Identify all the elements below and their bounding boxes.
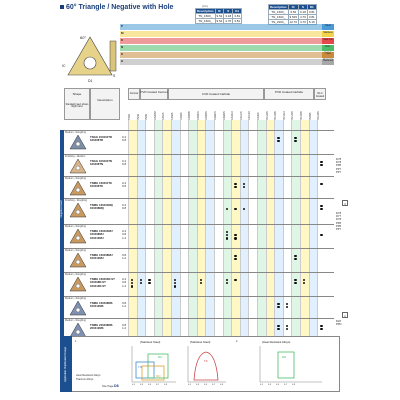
corner-radius: 0.8 1.2 <box>122 253 126 261</box>
grade-column-pv30: PV30 <box>136 114 140 120</box>
grade-column-ca320: CA320 <box>257 112 260 120</box>
pvd-cermet-header: PVD Coated Cermet <box>140 90 168 94</box>
material-code: S <box>121 52 124 56</box>
row-application: Medium - Roughing <box>65 318 86 322</box>
region-label-mq: MQ <box>156 374 161 378</box>
table-row <box>64 318 334 319</box>
dim-cell: 3.81 <box>308 15 315 19</box>
availability-dot <box>234 279 236 281</box>
availability-dot <box>320 325 322 327</box>
insert-description: TNMG 220408MS 220412MS <box>90 323 113 331</box>
insert-description: TNMG 160408MS 160412MS <box>90 301 113 309</box>
table-row <box>64 296 334 297</box>
dim-cell: 9.52 <box>288 10 299 15</box>
dim-cell: 3.81 <box>234 14 241 18</box>
dim-header: Description <box>270 5 287 9</box>
availability-dot <box>320 161 322 163</box>
title-marker <box>60 5 64 9</box>
table-row <box>64 272 334 273</box>
region-tk <box>194 352 218 380</box>
availability-dot <box>320 234 322 236</box>
dim-header: Description <box>197 9 214 13</box>
tab-badge-1[interactable]: 1 <box>342 312 348 318</box>
availability-dot <box>294 279 296 281</box>
row-application: Medium - Roughing <box>65 176 86 180</box>
grade-column-pr1535: PR1535 <box>300 111 303 120</box>
material-band-m <box>120 31 333 37</box>
row-application: Finishing - Roughing <box>65 198 87 202</box>
availability-dot <box>243 183 245 185</box>
sidebar-label: Negative Insert <box>60 200 63 218</box>
axis-tick-label: 0.5 <box>148 384 152 386</box>
insert-description: TNMG 160408MU 160412MU <box>90 253 113 261</box>
availability-dot <box>277 137 279 139</box>
material-band-h <box>120 59 333 65</box>
dimension-table-left <box>195 8 242 24</box>
material-code: H <box>121 59 124 63</box>
material-tag: Hardened <box>322 59 334 65</box>
grade-column-ca5525: CA5525 <box>205 111 209 120</box>
chart1-title: (Stainless Steel) <box>140 340 161 344</box>
material-band-n <box>120 45 333 51</box>
availability-dot <box>320 164 322 166</box>
dim-header: D1 <box>233 9 242 14</box>
grade-column-pr1310: PR1310 <box>282 111 286 120</box>
chipbreaker-list-3: DH7 PPN <box>336 320 342 327</box>
axis-tick-label: 0.3 <box>196 384 200 386</box>
axis-tick-label: 0.3 <box>140 384 144 386</box>
grade-column-ca5515: CA5515 <box>196 111 200 120</box>
material-band-p <box>120 24 333 30</box>
cermet-header: Cermet <box>129 92 139 95</box>
grade-column-pr1425: PR1425 <box>291 111 295 120</box>
insert-thumbnail <box>68 157 88 175</box>
availability-dot <box>226 237 228 239</box>
chart2-title: (Stainless Steel) <box>190 340 211 344</box>
angle-label: 60° <box>80 35 87 40</box>
region-label-tk: TK <box>204 359 208 363</box>
dim-header: IC <box>288 5 299 10</box>
range-chart-1 <box>128 344 178 386</box>
availability-dot <box>234 234 236 236</box>
see-page-ref[interactable]: D8 <box>114 384 119 388</box>
d1-label: D1 <box>88 79 93 83</box>
axis-tick-label: 0.9 <box>292 384 296 386</box>
see-page-label: See Page <box>102 385 114 388</box>
insert-description: TNGG 160404TR 160408TR <box>90 135 112 143</box>
description-header: Description <box>97 98 113 102</box>
chipbreaker-range-label: Applicable Chipbreaker Range <box>64 346 67 382</box>
insert-thumbnail <box>68 179 88 197</box>
grade-column-ca530: CA530 <box>179 112 183 120</box>
corner-radius: 0.4 0.8 <box>122 135 126 143</box>
axis-tick-label: 0.1 <box>260 384 264 386</box>
dim-cell: TN_1604_ <box>269 15 289 20</box>
row-application: Medium - Roughing <box>65 248 86 252</box>
dim-cell: 3.81 <box>308 10 315 14</box>
dim-cell: TN_1603_ <box>196 14 216 19</box>
dimension-table-right <box>268 4 317 25</box>
dim-cell: 4.76 <box>300 15 306 19</box>
availability-dot <box>148 282 150 284</box>
region-label-tn: TN <box>138 365 142 369</box>
insert-thumbnail <box>68 251 88 269</box>
availability-dot <box>234 183 236 185</box>
row-application: Medium - Roughing <box>65 296 86 300</box>
grade-column-ca4120: CA4120 <box>248 111 252 120</box>
insert-description: TNGG 160404TN 160408TN <box>90 159 112 167</box>
row-application: Finishing - Medium <box>65 154 86 158</box>
axis-tick-label: 0.1 <box>188 384 192 386</box>
shape-header: Shape <box>72 92 82 96</box>
range-chart-3 <box>256 344 326 386</box>
row-application: Medium - Roughing <box>65 224 86 228</box>
availability-dot <box>234 258 236 260</box>
material-code: P <box>121 24 124 28</box>
dim-cell: 9.525 <box>289 15 298 19</box>
dim-cell: 3.81 <box>234 19 241 23</box>
grade-column-ca4115: CA4115 <box>239 111 243 120</box>
availability-dot <box>294 137 296 139</box>
region-label-ms: MS <box>282 355 287 359</box>
dim-cell: 4.76 <box>225 19 232 23</box>
corner-radius: 0.4 0.8 <box>122 159 126 167</box>
axis-tick-label: 0.7 <box>284 384 288 386</box>
dim-cell: 5.16 <box>308 20 315 24</box>
grade-column-pv90: PV90 <box>145 114 149 120</box>
insert-description: TNMG 160404TK 160408TK <box>90 181 113 189</box>
availability-dot <box>140 279 142 281</box>
insert-thumbnail <box>68 227 88 245</box>
table-row <box>64 248 334 249</box>
corner-radius: 0.8 1.2 <box>122 323 126 331</box>
availability-dot <box>234 255 236 257</box>
availability-dot <box>320 208 322 210</box>
triangle-insert-shape <box>68 37 112 75</box>
chipbreaker-list-2: DY8 DY7 DY8 PP8 PP8 PP7 <box>336 212 342 232</box>
insert-thumbnail <box>68 299 88 317</box>
availability-dot <box>320 205 322 207</box>
availability-dot <box>277 303 279 305</box>
table-row <box>64 130 334 131</box>
availability-dot <box>320 328 322 330</box>
availability-dot <box>277 328 279 330</box>
material-tag: Non- <box>322 45 334 51</box>
description-header-box <box>90 88 120 120</box>
chart3-title: (Heat Resistant Alloys) <box>262 340 291 344</box>
grade-column-ca515: CA515 <box>162 112 166 120</box>
insert-thumbnail <box>68 275 88 293</box>
dim-header: S <box>224 9 233 14</box>
availability-dot <box>234 186 236 188</box>
grade-column-ca525: CA525 <box>171 112 174 120</box>
dim-cell: 9.52 <box>216 14 223 18</box>
material-tag: Cast Iron <box>322 38 334 44</box>
insert-description: TNMG 160404MU 160408MU 160412MU <box>90 229 113 240</box>
page-title: 60° Triangle / Negative with Hole <box>66 4 174 11</box>
insert-side-view <box>110 41 116 71</box>
dlc-header: DLC Coated <box>315 92 325 98</box>
axis-tick-label: 0.9 <box>164 384 168 386</box>
row-application: Medium - Roughing <box>65 130 86 134</box>
availability-dot <box>226 279 228 281</box>
material-tag: Stainless <box>322 31 334 37</box>
availability-dot <box>286 303 288 305</box>
material-code: N <box>121 45 124 49</box>
legend-line-1: Heat Resistant Alloys <box>76 374 101 377</box>
grade-column-pdl025: PDL025 <box>317 111 321 120</box>
std-note: Standard insert shows Right hand <box>65 104 89 108</box>
availability-dot <box>320 183 322 185</box>
grade-column-ca5505: CA5505 <box>188 111 192 120</box>
availability-dot <box>277 325 279 327</box>
dim-header: S <box>299 5 308 10</box>
axis-tick-label: 0.7 <box>212 384 216 386</box>
grade-column-ca025p: CA025P <box>153 111 157 120</box>
s-label: S <box>113 74 116 78</box>
corner-radius: 0.8 1.2 <box>122 301 126 309</box>
grade-column-pr1225: PR1225 <box>265 111 269 120</box>
negative-insert-sidebar <box>60 130 64 342</box>
material-band-k <box>120 38 333 44</box>
availability-dot <box>286 325 288 327</box>
dim-cell: 3.18 <box>300 10 306 14</box>
insert-description: TNMG 160404MQ 160408MQ <box>90 203 113 211</box>
axis-tick-label: 0.5 <box>276 384 280 386</box>
grade-column-ca6015: CA6015 <box>214 111 217 120</box>
availability-dot <box>234 237 236 239</box>
ic-label: IC <box>62 64 66 68</box>
range-chart-2 <box>184 344 228 386</box>
table-row <box>64 176 334 177</box>
axis-tick-label: 0.1 <box>132 384 136 386</box>
axis-tick-label: 0.7 <box>156 384 160 386</box>
corner-radius: 0.4 0.8 1.2 <box>122 229 126 240</box>
material-tag: Heat <box>322 52 334 58</box>
chart-marker-2: 2 <box>236 340 238 343</box>
dim-cell: TN_1604_ <box>196 19 216 24</box>
insert-hole <box>84 57 96 69</box>
material-tag: Steel <box>322 24 334 30</box>
cvd-header: CVD Coated Carbide <box>201 92 231 96</box>
dim-cell: 9.52 <box>216 19 223 23</box>
chart-marker-1: 1 <box>75 340 77 343</box>
table-row <box>64 154 334 155</box>
insert-thumbnail <box>68 133 88 151</box>
legend-line-2: Titanium Alloys <box>76 378 94 381</box>
insert-thumbnail <box>68 201 88 219</box>
grade-column-pr1305: PR1305 <box>274 111 278 120</box>
dim-cell: 3.18 <box>225 14 232 18</box>
grade-column-ca4010: CA4010 <box>231 111 235 120</box>
availability-dot <box>200 279 202 281</box>
axis-tick-label: 0.3 <box>268 384 272 386</box>
material-code: K <box>121 38 124 42</box>
availability-dot <box>226 231 228 233</box>
dim-cell: 4.76 <box>300 20 306 24</box>
dim-cell: 12.70 <box>289 20 298 24</box>
table-row <box>64 224 334 225</box>
axis-tick-label: 0.9 <box>220 384 224 386</box>
axis-tick-label: 0.5 <box>204 384 208 386</box>
grade-column-ca6025: CA6025 <box>222 111 226 120</box>
material-code: M <box>121 31 124 35</box>
dim-cell: TN_2204_ <box>269 20 289 25</box>
availability-dot <box>277 140 279 142</box>
pvd-carbide-header: PVD Coated Carbide <box>274 90 303 94</box>
table-row <box>64 198 334 199</box>
availability-dot <box>277 306 279 308</box>
region-label-mu: MU <box>158 355 163 359</box>
dim-header: IC <box>215 9 224 14</box>
dimension-unit: (mm) <box>202 5 208 8</box>
grade-column-pr905: PR905 <box>308 112 312 120</box>
corner-radius: 0.4 0.8 <box>122 181 126 189</box>
material-band-s <box>120 52 333 58</box>
grade-column-tn60: TN60 <box>128 114 131 120</box>
corner-radius: 0.4 0.8 1.2 <box>122 277 126 288</box>
availability-dot <box>234 208 236 210</box>
insert-diagram <box>60 27 120 83</box>
dim-header: D1 <box>307 5 316 10</box>
row-application: Medium - Roughing <box>65 272 86 276</box>
availability-dot <box>148 279 150 281</box>
tab-badge-3[interactable]: 3 <box>342 200 348 206</box>
insert-description: TNMG 160404R-ST 160408R-ST 160412R-ST <box>90 277 115 288</box>
availability-dot <box>294 255 296 257</box>
corner-radius: 0.4 0.8 <box>122 203 126 211</box>
dim-cell: TN_1603_ <box>269 10 289 15</box>
chipbreaker-list-1: DY8 DY8 PP8 PP7 PP7 <box>336 158 342 174</box>
